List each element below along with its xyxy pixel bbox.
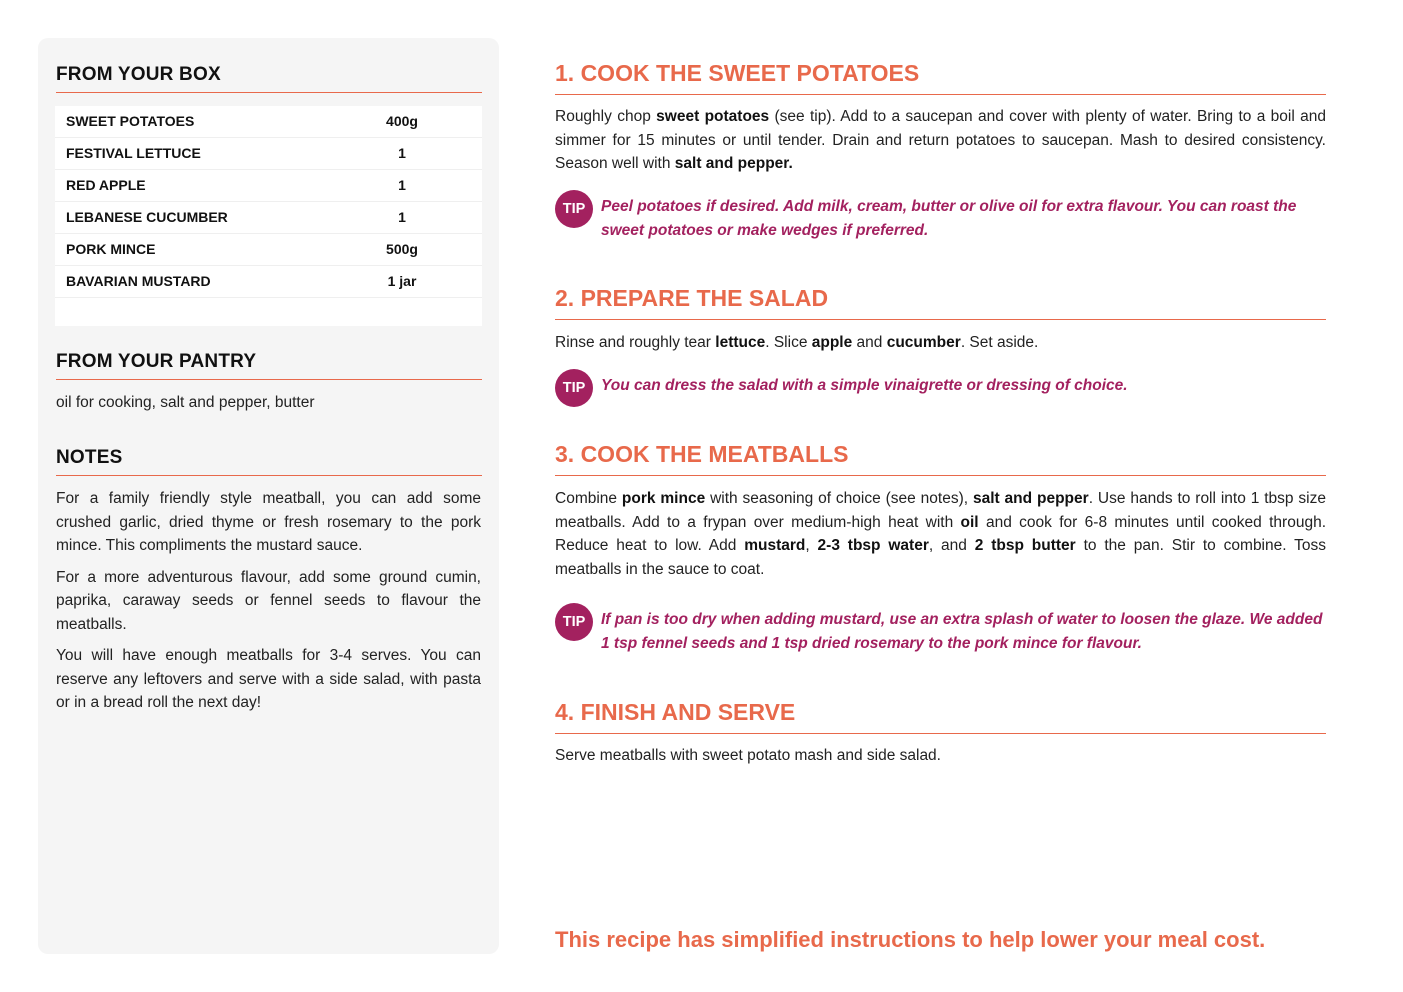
- bold-ingredient: lettuce: [715, 334, 766, 351]
- text-run: Roughly chop: [555, 108, 657, 125]
- from-your-pantry-heading: FROM YOUR PANTRY: [56, 351, 482, 380]
- ingredient-qty: 1: [398, 209, 406, 225]
- bold-ingredient: salt and pepper: [972, 490, 1089, 507]
- ingredient-name: SWEET POTATOES: [66, 113, 195, 129]
- tip-text: You can dress the salad with a simple vinaigrette or dressing of choice.: [601, 377, 1128, 394]
- note-paragraph: For a more adventurous flavour, add some ground cumin, paprika, caraway seeds or fennel seeds to flavour the meatballs.: [56, 568, 481, 633]
- text-run: with seasoning of choice (see notes),: [705, 490, 973, 507]
- ingredient-name: BAVARIAN MUSTARD: [66, 273, 211, 289]
- tip-badge: TIP: [555, 369, 593, 407]
- text-run: to the pan. Stir to combine. Toss meatballs in the sauce to coat.: [555, 537, 1326, 578]
- pantry-items: oil for cooking, salt and pepper, butter: [56, 394, 315, 411]
- ingredient-qty: 500g: [386, 241, 418, 257]
- text-run: Rinse and roughly tear: [555, 334, 716, 351]
- table-row: [55, 138, 482, 170]
- text-run: . Slice: [765, 334, 812, 351]
- bold-ingredient: pork mince: [621, 490, 706, 507]
- bold-ingredient: sweet potatoes: [656, 108, 770, 125]
- tip-text: If pan is too dry when adding mustard, use an extra splash of water to loosen the glaze. We added 1 tsp fennel seeds and 1 tsp dried rosemary to the pork mince for flavour.: [601, 611, 1323, 652]
- text-run: and: [852, 334, 887, 351]
- text-run: and cook for 6-8 minutes until cooked through. Reduce heat to low. Add: [555, 513, 1326, 554]
- text-run: ,: [805, 537, 818, 554]
- ingredient-name: RED APPLE: [66, 177, 146, 193]
- tip-text: Peel potatoes if desired. Add milk, cream, butter or olive oil for extra flavour. You can roast the sweet potatoes or make wedges if preferred.: [601, 198, 1297, 239]
- notes-heading: NOTES: [56, 447, 482, 476]
- step-4-heading: 4. FINISH AND SERVE: [555, 699, 1326, 734]
- tip-badge: TIP: [555, 603, 593, 641]
- step-3-body: [555, 487, 1326, 581]
- ingredient-qty: 1: [398, 177, 406, 193]
- text-run: , and: [928, 537, 975, 554]
- table-row: [55, 266, 482, 298]
- text-run: Serve meatballs with sweet potato mash and side salad.: [555, 747, 941, 764]
- simplified-instructions-note: This recipe has simplified instructions to help lower your meal cost.: [555, 927, 1266, 952]
- step-1-body: [555, 105, 1326, 176]
- from-your-box-heading: FROM YOUR BOX: [56, 64, 482, 93]
- tip-badge: TIP: [555, 190, 593, 228]
- note-paragraph: You will have enough meatballs for 3-4 serves. You can reserve any leftovers and serve with a side salad, with pasta or in a bread roll the next day!: [56, 647, 481, 711]
- ingredients-panel: [38, 38, 499, 954]
- table-row: [55, 202, 482, 234]
- step-1-heading: 1. COOK THE SWEET POTATOES: [555, 60, 1326, 95]
- text-run: . Use hands to roll into 1 tbsp size meatballs. Add to a frypan over medium-high heat with: [555, 490, 1326, 531]
- bold-ingredient: cucumber: [886, 334, 961, 351]
- ingredient-name: PORK MINCE: [66, 241, 156, 257]
- step-3-heading: 3. COOK THE MEATBALLS: [555, 441, 1326, 476]
- bold-ingredient: 2 tbsp butter: [974, 537, 1076, 554]
- ingredient-qty: 1: [398, 145, 406, 161]
- ingredient-name: FESTIVAL LETTUCE: [66, 145, 201, 161]
- step-2-body: [555, 331, 1326, 355]
- text-run: . Set aside.: [960, 334, 1039, 351]
- table-row: [55, 170, 482, 202]
- bold-ingredient: salt and pepper.: [674, 155, 793, 172]
- bold-ingredient: 2-3 tbsp water: [817, 537, 929, 554]
- ingredient-name: LEBANESE CUCUMBER: [66, 209, 228, 225]
- table-row: [55, 106, 482, 138]
- ingredient-qty: 400g: [386, 113, 418, 129]
- bold-ingredient: mustard: [744, 537, 806, 554]
- bold-ingredient: oil: [960, 513, 979, 531]
- step-2-heading: 2. PREPARE THE SALAD: [555, 285, 1326, 320]
- notes-body: [56, 487, 481, 723]
- text-run: Combine: [555, 490, 622, 507]
- step-4-body: [555, 744, 1326, 768]
- note-paragraph: For a family friendly style meatball, you can add some crushed garlic, dried thyme or fresh rosemary to the pork mince. This compliments the mustard sauce.: [56, 490, 481, 554]
- bold-ingredient: apple: [811, 334, 853, 351]
- table-row: [55, 234, 482, 266]
- ingredient-qty: 1 jar: [387, 273, 417, 289]
- box-ingredients-table: [55, 106, 482, 326]
- text-run: (see tip). Add to a saucepan and cover with plenty of water. Bring to a boil and simmer for 15 minutes or until tender. Drain and return potatoes to saucepan. Mash to desired consistency. Season well with: [555, 108, 1327, 172]
